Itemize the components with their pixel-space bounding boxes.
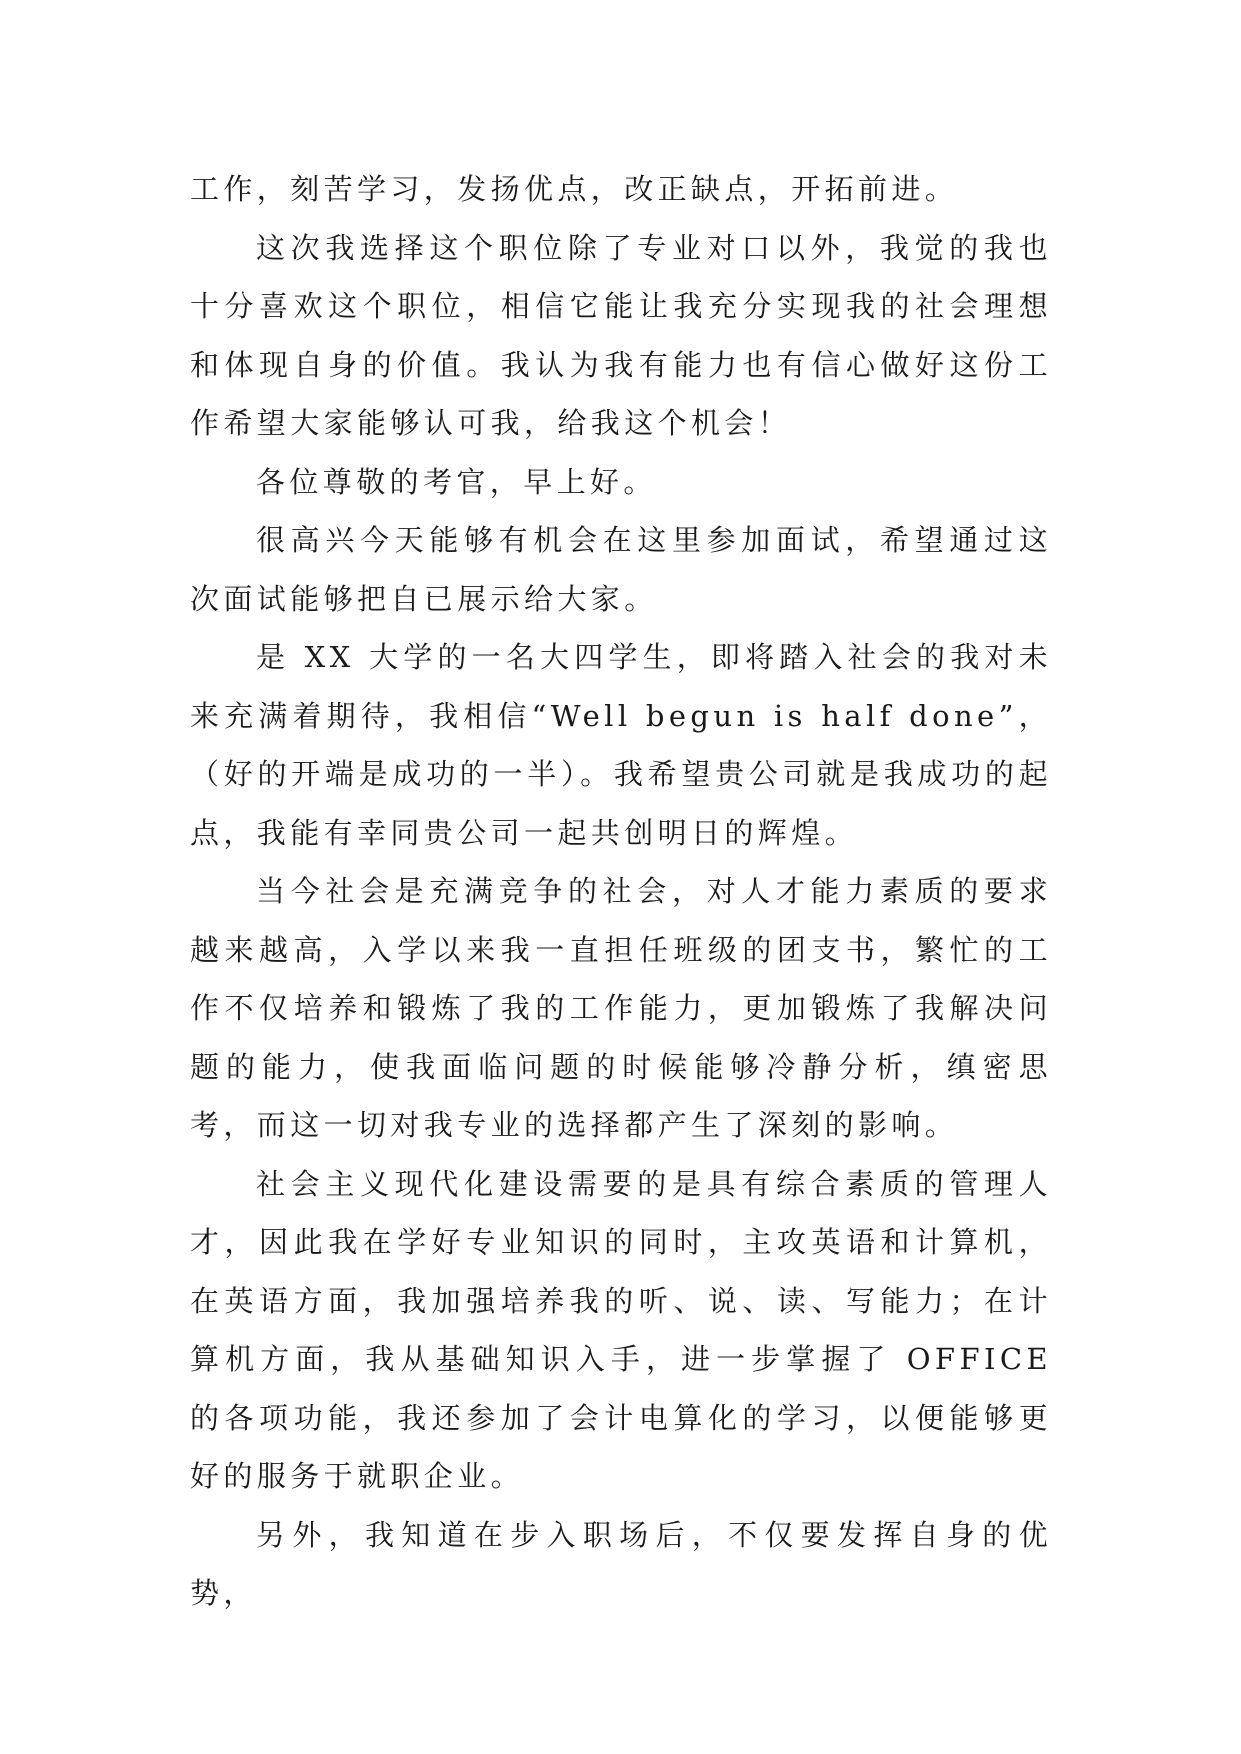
paragraph-4: 很高兴今天能够有机会在这里参加面试，希望通过这次面试能够把自已展示给大家。 (190, 523, 1052, 616)
paragraph-6: 当今社会是充满竞争的社会，对人才能力素质的要求越来越高，入学以来我一直担任班级的团支书，繁忙的工作不仅培养和锻炼了我的工作能力，更加锻炼了我解决问题的能力，使我面临问题的时候能够冷静分析，缜密思考，而这一切对我专业的选择都产生了深刻的影响。 (190, 874, 1052, 1142)
paragraph-3: 各位尊敬的考官，早上好。 (256, 464, 657, 499)
paragraph-8: 另外，我知道在步入职场后，不仅要发挥自身的优势， (190, 1517, 1052, 1610)
paragraph-5: 是 XX 大学的一名大四学生，即将踏入社会的我对未来充满着期待，我相信“Well begun is half done”，（好的开端是成功的一半）。我希望贵公司就是我成功的起点，我能有幸同贵公司一起共创明日的辉煌。 (190, 640, 1052, 850)
body-text (190, 160, 1052, 1623)
paragraph-1: 工作，刻苦学习，发扬优点，改正缺点，开拓前进。 (190, 172, 959, 206)
paragraph-7: 社会主义现代化建设需要的是具有综合素质的管理人才，因此我在学好专业知识的同时，主攻英语和计算机，在英语方面，我加强培养我的听、说、读、写能力；在计算机方面，我从基础知识入手，进一步掌握了 OFFICE 的各项功能，我还参加了会计电算化的学习，以便能够更好的服务于就职企业。 (190, 1166, 1052, 1493)
paragraph-2: 这次我选择这个职位除了专业对口以外，我觉的我也十分喜欢这个职位，相信它能让我充分实现我的社会理想和体现自身的价值。我认为我有能力也有信心做好这份工作希望大家能够认可我，给我这个机会！ (190, 230, 1052, 440)
